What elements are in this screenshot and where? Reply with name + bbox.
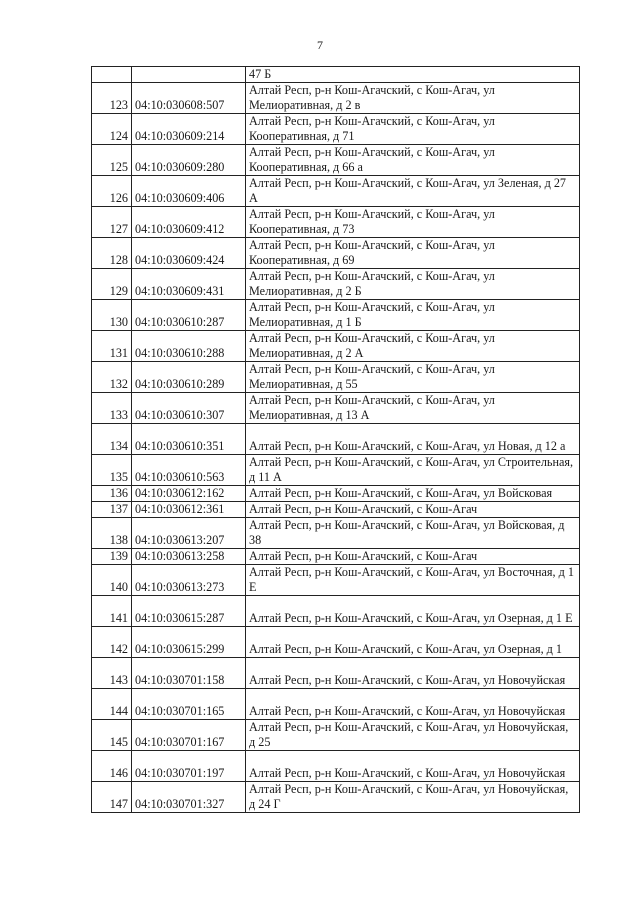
table-row (92, 145, 580, 176)
address-cell: Алтай Респ, р-н Кош-Агачский, с Кош-Агач, ул Строительная, д 11 А (246, 455, 580, 486)
address-cell: Алтай Респ, р-н Кош-Агачский, с Кош-Агач, ул Новочуйская (246, 658, 580, 689)
row-number-cell: 141 (92, 596, 132, 627)
row-number-cell: 131 (92, 331, 132, 362)
row-number-cell (92, 67, 132, 83)
cadastral-number-cell: 04:10:030610:563 (132, 455, 246, 486)
cadastral-number-cell: 04:10:030609:431 (132, 269, 246, 300)
table-row (92, 689, 580, 720)
row-number-cell: 129 (92, 269, 132, 300)
address-cell: Алтай Респ, р-н Кош-Агачский, с Кош-Агач, ул Озерная, д 1 Е (246, 596, 580, 627)
cadastral-number-cell: 04:10:030613:258 (132, 549, 246, 565)
row-number-cell: 135 (92, 455, 132, 486)
registry-rows (92, 67, 580, 813)
address-cell: Алтай Респ, р-н Кош-Агачский, с Кош-Агач (246, 502, 580, 518)
address-cell: Алтай Респ, р-н Кош-Агачский, с Кош-Агач, ул Зеленая, д 27 А (246, 176, 580, 207)
row-number-cell: 136 (92, 486, 132, 502)
row-number-cell: 140 (92, 565, 132, 596)
cadastral-number-cell: 04:10:030610:287 (132, 300, 246, 331)
table-row (92, 502, 580, 518)
table-row (92, 176, 580, 207)
cadastral-number-cell: 04:10:030610:307 (132, 393, 246, 424)
row-number-cell: 134 (92, 424, 132, 455)
row-number-cell: 133 (92, 393, 132, 424)
table-row (92, 627, 580, 658)
row-number-cell: 145 (92, 720, 132, 751)
row-number-cell: 127 (92, 207, 132, 238)
cadastral-number-cell: 04:10:030701:158 (132, 658, 246, 689)
table-row (92, 720, 580, 751)
address-cell: Алтай Респ, р-н Кош-Агачский, с Кош-Агач, ул Войсковая (246, 486, 580, 502)
table-row (92, 269, 580, 300)
table-row (92, 782, 580, 813)
table-row (92, 455, 580, 486)
row-number-cell: 132 (92, 362, 132, 393)
table-row (92, 67, 580, 83)
cadastral-number-cell: 04:10:030613:273 (132, 565, 246, 596)
address-cell: Алтай Респ, р-н Кош-Агачский, с Кош-Агач, ул Войсковая, д 38 (246, 518, 580, 549)
cadastral-number-cell: 04:10:030609:214 (132, 114, 246, 145)
row-number-cell: 138 (92, 518, 132, 549)
row-number-cell: 139 (92, 549, 132, 565)
cadastral-number-cell: 04:10:030613:207 (132, 518, 246, 549)
address-cell: Алтай Респ, р-н Кош-Агачский, с Кош-Агач, ул Новочуйская, д 25 (246, 720, 580, 751)
cadastral-number-cell: 04:10:030609:280 (132, 145, 246, 176)
address-cell: Алтай Респ, р-н Кош-Агачский, с Кош-Агач (246, 549, 580, 565)
cadastral-number-cell: 04:10:030609:412 (132, 207, 246, 238)
table-row (92, 518, 580, 549)
address-cell: 47 Б (246, 67, 580, 83)
row-number-cell: 144 (92, 689, 132, 720)
cadastral-number-cell: 04:10:030701:167 (132, 720, 246, 751)
address-cell: Алтай Респ, р-н Кош-Агачский, с Кош-Агач, ул Кооперативная, д 73 (246, 207, 580, 238)
address-cell: Алтай Респ, р-н Кош-Агачский, с Кош-Агач, ул Мелиоративная, д 2 А (246, 331, 580, 362)
address-cell: Алтай Респ, р-н Кош-Агачский, с Кош-Агач, ул Кооперативная, д 66 а (246, 145, 580, 176)
row-number-cell: 142 (92, 627, 132, 658)
row-number-cell: 143 (92, 658, 132, 689)
row-number-cell: 147 (92, 782, 132, 813)
cadastral-number-cell: 04:10:030610:351 (132, 424, 246, 455)
table-row (92, 331, 580, 362)
address-cell: Алтай Респ, р-н Кош-Агачский, с Кош-Агач, ул Новочуйская (246, 689, 580, 720)
page-number: 7 (317, 38, 323, 52)
address-cell: Алтай Респ, р-н Кош-Агачский, с Кош-Агач, ул Новая, д 12 а (246, 424, 580, 455)
table-row (92, 362, 580, 393)
cadastral-number-cell: 04:10:030701:197 (132, 751, 246, 782)
table-row (92, 114, 580, 145)
row-number-cell: 128 (92, 238, 132, 269)
table-row (92, 83, 580, 114)
row-number-cell: 124 (92, 114, 132, 145)
table-row (92, 549, 580, 565)
cadastral-number-cell: 04:10:030609:406 (132, 176, 246, 207)
row-number-cell: 123 (92, 83, 132, 114)
table-row (92, 238, 580, 269)
row-number-cell: 137 (92, 502, 132, 518)
address-cell: Алтай Респ, р-н Кош-Агачский, с Кош-Агач, ул Восточная, д 1 Е (246, 565, 580, 596)
cadastral-number-cell: 04:10:030608:507 (132, 83, 246, 114)
row-number-cell: 130 (92, 300, 132, 331)
table-row (92, 207, 580, 238)
registry-table (91, 66, 580, 813)
address-cell: Алтай Респ, р-н Кош-Агачский, с Кош-Агач, ул Мелиоративная, д 2 в (246, 83, 580, 114)
address-cell: Алтай Респ, р-н Кош-Агачский, с Кош-Агач, ул Кооперативная, д 71 (246, 114, 580, 145)
cadastral-number-cell (132, 67, 246, 83)
cadastral-number-cell: 04:10:030615:287 (132, 596, 246, 627)
cadastral-number-cell: 04:10:030612:361 (132, 502, 246, 518)
cadastral-number-cell: 04:10:030701:327 (132, 782, 246, 813)
cadastral-number-cell: 04:10:030701:165 (132, 689, 246, 720)
address-cell: Алтай Респ, р-н Кош-Агачский, с Кош-Агач, ул Мелиоративная, д 13 А (246, 393, 580, 424)
address-cell: Алтай Респ, р-н Кош-Агачский, с Кош-Агач, ул Мелиоративная, д 1 Б (246, 300, 580, 331)
cadastral-number-cell: 04:10:030610:288 (132, 331, 246, 362)
address-cell: Алтай Респ, р-н Кош-Агачский, с Кош-Агач, ул Новочуйская (246, 751, 580, 782)
address-cell: Алтай Респ, р-н Кош-Агачский, с Кош-Агач, ул Новочуйская, д 24 Г (246, 782, 580, 813)
row-number-cell: 126 (92, 176, 132, 207)
table-row (92, 486, 580, 502)
address-cell: Алтай Респ, р-н Кош-Агачский, с Кош-Агач, ул Озерная, д 1 (246, 627, 580, 658)
address-cell: Алтай Респ, р-н Кош-Агачский, с Кош-Агач, ул Кооперативная, д 69 (246, 238, 580, 269)
address-cell: Алтай Респ, р-н Кош-Агачский, с Кош-Агач, ул Мелиоративная, д 2 Б (246, 269, 580, 300)
table-row (92, 393, 580, 424)
row-number-cell: 146 (92, 751, 132, 782)
table-row (92, 565, 580, 596)
cadastral-number-cell: 04:10:030610:289 (132, 362, 246, 393)
table-row (92, 751, 580, 782)
address-cell: Алтай Респ, р-н Кош-Агачский, с Кош-Агач, ул Мелиоративная, д 55 (246, 362, 580, 393)
row-number-cell: 125 (92, 145, 132, 176)
cadastral-number-cell: 04:10:030615:299 (132, 627, 246, 658)
table-row (92, 596, 580, 627)
table-row (92, 424, 580, 455)
cadastral-number-cell: 04:10:030612:162 (132, 486, 246, 502)
table-row (92, 300, 580, 331)
table-row (92, 658, 580, 689)
cadastral-number-cell: 04:10:030609:424 (132, 238, 246, 269)
